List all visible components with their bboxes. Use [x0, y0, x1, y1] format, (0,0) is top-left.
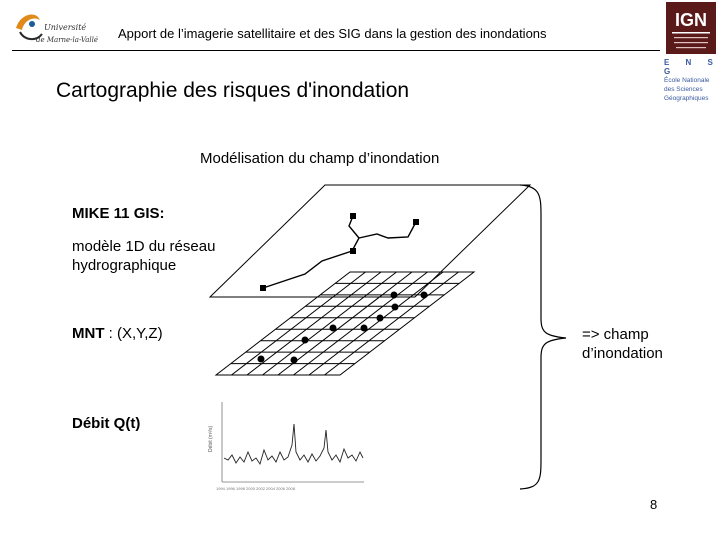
page-number: 8 [650, 497, 658, 512]
univ-text-1: Université [44, 23, 87, 32]
dem-point [291, 357, 298, 364]
ensg-line-3: Géographiques [664, 95, 709, 102]
river-line-branch [349, 216, 359, 251]
river-node [260, 285, 266, 291]
mike-label: MIKE 11 GIS: [72, 205, 165, 222]
univ-text-2: de Marne-la-Vallée [36, 36, 98, 44]
dem-point [421, 292, 428, 299]
river-node [350, 248, 356, 254]
river-line-tributary [359, 222, 416, 238]
thumbnail-ylabel: Débit (m³/s) [208, 425, 214, 452]
ensg-letters: E N S G [664, 58, 720, 76]
dem-point [392, 304, 399, 311]
mnt-bold: MNT [72, 325, 105, 342]
river-line-main [263, 251, 352, 288]
ensg-line-2: des Sciences [664, 86, 703, 93]
slide-subtitle: Modélisation du champ d’inondation [200, 150, 440, 167]
dem-grid [216, 272, 474, 375]
mnt-rest: : (X,Y,Z) [104, 325, 163, 342]
dem-point [391, 292, 398, 299]
result-label: => champ d’inondation [582, 326, 663, 362]
model-description: modèle 1D du réseau hydrographique [72, 238, 216, 274]
header-title: Apport de l’imagerie satellitaire et des SIG dans la gestion des inondations [118, 26, 547, 41]
debit-label: Débit Q(t) [72, 415, 141, 432]
dem-point [258, 356, 265, 363]
ign-text: IGN [674, 10, 708, 30]
dem-point [377, 315, 384, 322]
dem-point [330, 325, 337, 332]
thumbnail-xticks: 1994 1996 1998 2000 2002 2004 2006 2008 [216, 486, 295, 491]
slide-title: Cartographie des risques d'inondation [56, 79, 410, 102]
river-node [413, 219, 419, 225]
discharge-chart-thumbnail [208, 402, 364, 491]
dem-point [361, 325, 368, 332]
brace [520, 185, 566, 489]
dem-point [302, 337, 309, 344]
river-node [350, 213, 356, 219]
ensg-line-1: École Nationale [664, 77, 710, 84]
